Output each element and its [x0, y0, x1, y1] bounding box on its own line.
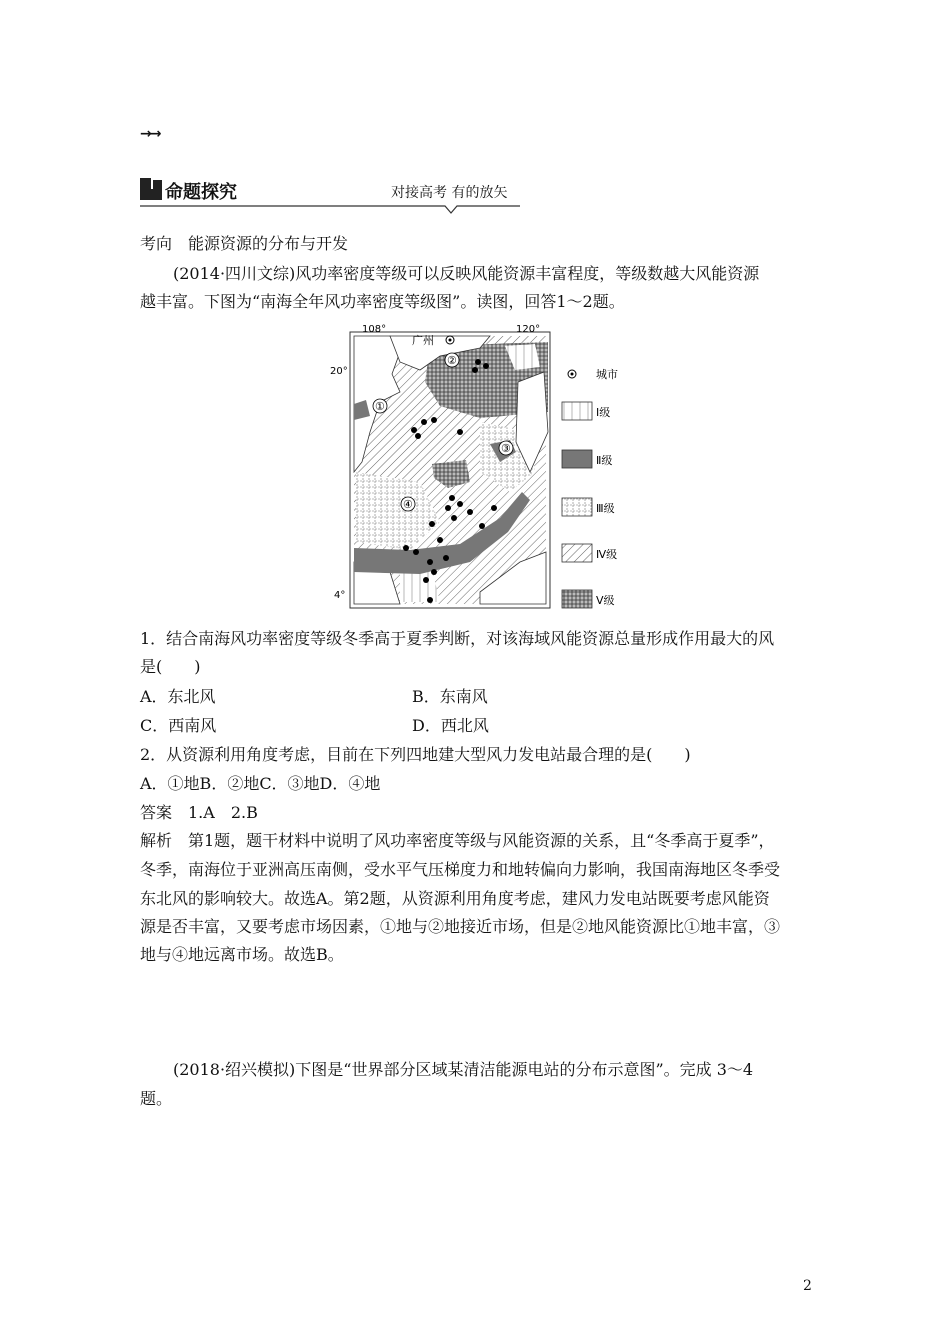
section-block-icon — [140, 178, 162, 200]
analysis-line-5: 地与④地远离市场。故选B。 — [140, 945, 344, 964]
section-subtitle: 对接高考 有的放矢 — [391, 185, 508, 201]
legend-level-5: Ⅴ级 — [596, 594, 615, 607]
page-number: 2 — [803, 1278, 812, 1294]
analysis-line-4: 源是否丰富，又要考虑市场因素，①地与②地接近市场，但是②地风能资源比①地丰富，③ — [140, 917, 781, 936]
lon-label-108: 108° — [362, 324, 387, 335]
legend-city: 城市 — [596, 368, 618, 381]
legend-level-4: Ⅳ级 — [596, 548, 618, 561]
site-label-3: ③ — [501, 442, 511, 455]
legend-swatch-4 — [562, 544, 592, 562]
q1-stem-line-1: 1．结合南海风功率密度等级冬季高于夏季判断，对该海域风能资源总量形成作用最大的风 — [140, 629, 775, 648]
site-label-4: ④ — [403, 498, 413, 511]
q1-option-b: B．东南风 — [412, 687, 488, 706]
q2-stem: 2．从资源利用角度考虑，目前在下列四地建大型风力发电站最合理的是( ) — [140, 745, 691, 764]
wind-power-map — [330, 322, 630, 612]
site-label-1: ① — [375, 400, 385, 413]
analysis-line-3: 东北风的影响较大。故选A。第2题，从资源利用角度考虑，建风力发电站既要考虑风能资 — [140, 889, 770, 908]
legend-swatch-5 — [562, 590, 592, 608]
city-label: 广州 — [412, 334, 434, 347]
legend-level-1: Ⅰ级 — [596, 406, 611, 419]
legend-swatch-2 — [562, 450, 592, 468]
section-underline — [140, 204, 520, 216]
legend-swatch-3 — [562, 498, 592, 516]
legend-level-2: Ⅱ级 — [596, 454, 613, 467]
q2-options: A．①地B．②地C．③地D．④地 — [140, 774, 381, 793]
site-label-2: ② — [447, 354, 457, 367]
section-title: 命题探究 — [165, 182, 237, 203]
map-legend — [562, 368, 618, 608]
next-intro-line-2: 题。 — [140, 1089, 173, 1108]
topic-line: 考向 能源资源的分布与开发 — [140, 234, 349, 253]
next-intro-line-1: (2018·绍兴模拟)下图是“世界部分区域某清洁能源电站的分布示意图”。完成 3～4 — [173, 1060, 754, 1079]
lat-label-4: 4° — [334, 590, 346, 601]
analysis-line-2: 冬季，南海位于亚洲高压南侧，受水平气压梯度力和地转偏向力影响，我国南海地区冬季受 — [140, 860, 781, 879]
intro-line-2: 越丰富。下图为“南海全年风功率密度等级图”。读图，回答1～2题。 — [140, 292, 625, 311]
lat-label-20: 20° — [330, 366, 348, 377]
arrows-mark: →→ — [140, 126, 160, 142]
analysis-line-1: 解析 第1题，题干材料中说明了风功率密度等级与风能资源的关系，且“冬季高于夏季”， — [140, 831, 775, 850]
q1-stem-line-2: 是( ) — [140, 657, 201, 676]
legend-level-3: Ⅲ级 — [596, 502, 615, 515]
intro-line-1: (2014·四川文综)风功率密度等级可以反映风能资源丰富程度，等级数越大风能资源 — [173, 264, 760, 283]
legend-swatch-1 — [562, 402, 592, 420]
q1-option-a: A．东北风 — [140, 687, 216, 706]
q1-option-d: D．西北风 — [412, 716, 489, 735]
lon-label-120: 120° — [516, 324, 541, 335]
answer-line: 答案 1.A 2.B — [140, 803, 258, 822]
q1-option-c: C．西南风 — [140, 716, 217, 735]
